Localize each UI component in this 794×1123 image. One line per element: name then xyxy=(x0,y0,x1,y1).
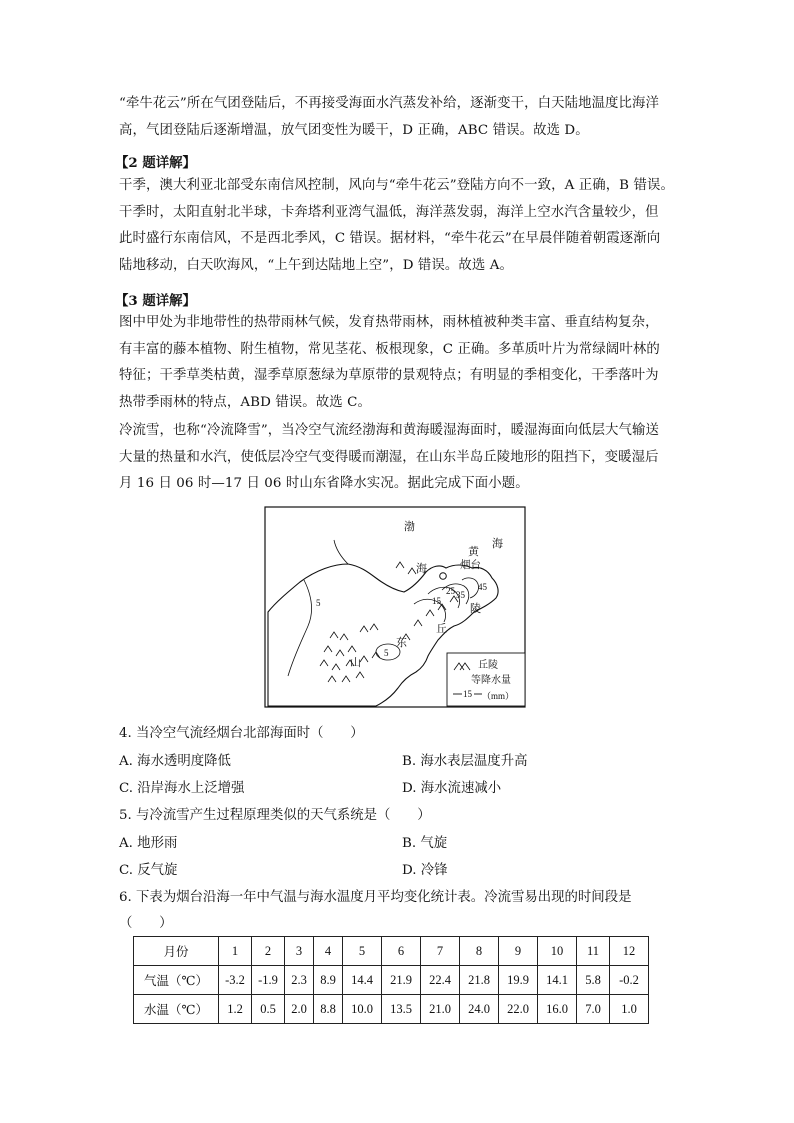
q4-option-b[interactable]: B. 海水表层温度升高 xyxy=(402,754,528,769)
question-6-stem-line2: （ ） xyxy=(119,916,173,931)
q4-option-a[interactable]: A. 海水透明度降低 xyxy=(119,754,231,769)
text-line: 干季，澳大利亚北部受东南信风控制，风向与“牵牛花云”登陆方向不一致，A 正确，B 错误。 xyxy=(119,178,674,193)
contour-label-35: 35 xyxy=(456,590,465,600)
label-hai-huanghai: 海 xyxy=(492,538,503,550)
table-cell: 8.9 xyxy=(314,966,343,995)
table-cell: 1.2 xyxy=(219,995,252,1024)
text-line: 大量的热量和水汽，使低层冷空气变得暖而潮湿，在山东半岛丘陵地形的阻挡下，变暖湿后 xyxy=(119,449,659,465)
map-legend xyxy=(447,653,525,706)
table-row-months xyxy=(134,937,649,966)
question-5-stem: 5. 与冷流雪产生过程原理类似的天气系统是（ ） xyxy=(119,808,431,823)
table-cell: 11 xyxy=(577,937,610,966)
q5-option-c[interactable]: C. 反气旋 xyxy=(119,863,178,878)
table-cell: 22.0 xyxy=(499,995,538,1024)
table-cell: 8 xyxy=(460,937,499,966)
label-qiu: 丘 xyxy=(436,623,447,635)
contour-label-25: 25 xyxy=(446,586,455,596)
text-line: “牵牛花云”所在气团登陆后，不再接受海面水汽蒸发补给，逐渐变干，白天陆地温度比海洋 xyxy=(119,96,660,111)
table-cell: 14.1 xyxy=(538,966,577,995)
temperature-table xyxy=(133,936,649,1024)
text-line: 月 16 日 06 时—17 日 06 时山东省降水实况。据此完成下面小题。 xyxy=(119,476,529,492)
table-cell: 16.0 xyxy=(538,995,577,1024)
table-cell: 1 xyxy=(219,937,252,966)
table-cell: 14.4 xyxy=(343,966,382,995)
q5-option-d[interactable]: D. 冷锋 xyxy=(402,863,448,878)
label-dong: 东 xyxy=(396,637,407,649)
table-header-label: 月份 xyxy=(134,937,219,966)
text-line: 特征；干季草类枯黄，湿季草原葱绿为草原带的景观特点；有明显的季相变化，干季落叶为 xyxy=(119,368,659,384)
question-6-stem-line1: 6. 下表为烟台沿海一年中气温与海水温度月平均变化统计表。冷流雪易出现的时间段是 xyxy=(119,890,632,905)
table-cell: 2.3 xyxy=(285,966,314,995)
table-cell: 5 xyxy=(343,937,382,966)
table-cell: 7.0 xyxy=(577,995,610,1024)
table-cell: 6 xyxy=(382,937,421,966)
table-cell: 21.8 xyxy=(460,966,499,995)
contour-label-5-center: 5 xyxy=(384,648,389,658)
answer-paragraph-3 xyxy=(119,310,679,417)
label-bo: 渤 xyxy=(404,521,415,533)
q4-option-c[interactable]: C. 沿岸海水上泛增强 xyxy=(119,781,245,796)
map-svg xyxy=(264,506,526,708)
table-cell: 3 xyxy=(285,937,314,966)
table-cell: 10 xyxy=(538,937,577,966)
q4-option-d[interactable]: D. 海水流速减小 xyxy=(402,781,502,796)
table-cell: 21.0 xyxy=(421,995,460,1024)
material-paragraph xyxy=(119,418,679,498)
legend-isohyet-value: 15 xyxy=(463,689,472,699)
table-cell: 19.9 xyxy=(499,966,538,995)
table-cell: 5.8 xyxy=(577,966,610,995)
question-4-stem: 4. 当冷空气流经烟台北部海面时（ ） xyxy=(119,726,364,741)
contour-label-45: 45 xyxy=(478,582,487,592)
answer-paragraph-1 xyxy=(119,91,679,144)
table-row-air-temp xyxy=(134,966,649,995)
table-cell: -1.9 xyxy=(252,966,285,995)
table-cell: 4 xyxy=(314,937,343,966)
table-row-label: 气温（℃） xyxy=(134,966,219,995)
text-line: 高，气团登陆后逐渐增温，放气团变性为暖干，D 正确，ABC 错误。故选 D。 xyxy=(119,122,589,138)
label-shan: 山 xyxy=(350,657,361,669)
table-row-water-temp xyxy=(134,995,649,1024)
label-yantai: 烟台 xyxy=(460,560,481,571)
text-line: 图中甲处为非地带性的热带雨林气候，发育热带雨林，雨林植被种类丰富、垂直结构复杂， xyxy=(119,315,659,330)
table-cell: 0.5 xyxy=(252,995,285,1024)
legend-hills-label: 丘陵 xyxy=(478,660,498,671)
text-line: 有丰富的藤本植物、附生植物，常见茎花、板根现象，C 正确。多革质叶片为常绿阔叶林的 xyxy=(119,341,660,357)
text-line: 此时盛行东南信风，不是西北季风，C 错误。据材料，“牵牛花云”在早晨伴随着朝霞逐渐向 xyxy=(119,231,661,247)
q5-option-a[interactable]: A. 地形雨 xyxy=(119,836,178,851)
contour-label-15: 15 xyxy=(432,596,441,606)
section-heading-2: 【2 题详解】 xyxy=(115,155,196,171)
table-cell: 2 xyxy=(252,937,285,966)
table-cell: 12 xyxy=(610,937,649,966)
answer-paragraph-2 xyxy=(119,173,679,280)
text-line: 陆地移动，白天吹海风，“上午到达陆地上空”，D 错误。故选 A。 xyxy=(119,258,513,274)
legend-unit: （mm） xyxy=(482,691,515,701)
table-cell: 1.0 xyxy=(610,995,649,1024)
table-cell: -3.2 xyxy=(219,966,252,995)
table-row-label: 水温（℃） xyxy=(134,995,219,1024)
shandong-precipitation-map xyxy=(264,506,526,708)
table-cell: 7 xyxy=(421,937,460,966)
text-line: 干季时，太阳直射北半球，卡奔塔利亚湾气温低，海洋蒸发弱，海洋上空水汽含量较少，但 xyxy=(119,204,659,220)
label-ling: 陵 xyxy=(470,603,481,615)
label-hai-bohai: 海 xyxy=(416,563,427,575)
text-line: 热带季雨林的特点，ABD 错误。故选 C。 xyxy=(119,395,371,411)
section-heading-3: 【3 题详解】 xyxy=(115,293,196,309)
table-cell: -0.2 xyxy=(610,966,649,995)
q5-option-b[interactable]: B. 气旋 xyxy=(402,836,448,851)
table-cell: 10.0 xyxy=(343,995,382,1024)
table-cell: 13.5 xyxy=(382,995,421,1024)
table-cell: 8.8 xyxy=(314,995,343,1024)
table-cell: 22.4 xyxy=(421,966,460,995)
yantai-city-marker xyxy=(440,573,447,580)
table-cell: 21.9 xyxy=(382,966,421,995)
table-cell: 2.0 xyxy=(285,995,314,1024)
table-cell: 24.0 xyxy=(460,995,499,1024)
contour-label-5-west: 5 xyxy=(316,598,321,608)
label-huang: 黄 xyxy=(468,546,479,558)
table-cell: 9 xyxy=(499,937,538,966)
legend-isohyet-label: 等降水量 xyxy=(471,675,511,686)
text-line: 冷流雪，也称“冷流降雪”，当冷空气流经渤海和黄海暖湿海面时，暖湿海面向低层大气输送 xyxy=(119,423,660,438)
